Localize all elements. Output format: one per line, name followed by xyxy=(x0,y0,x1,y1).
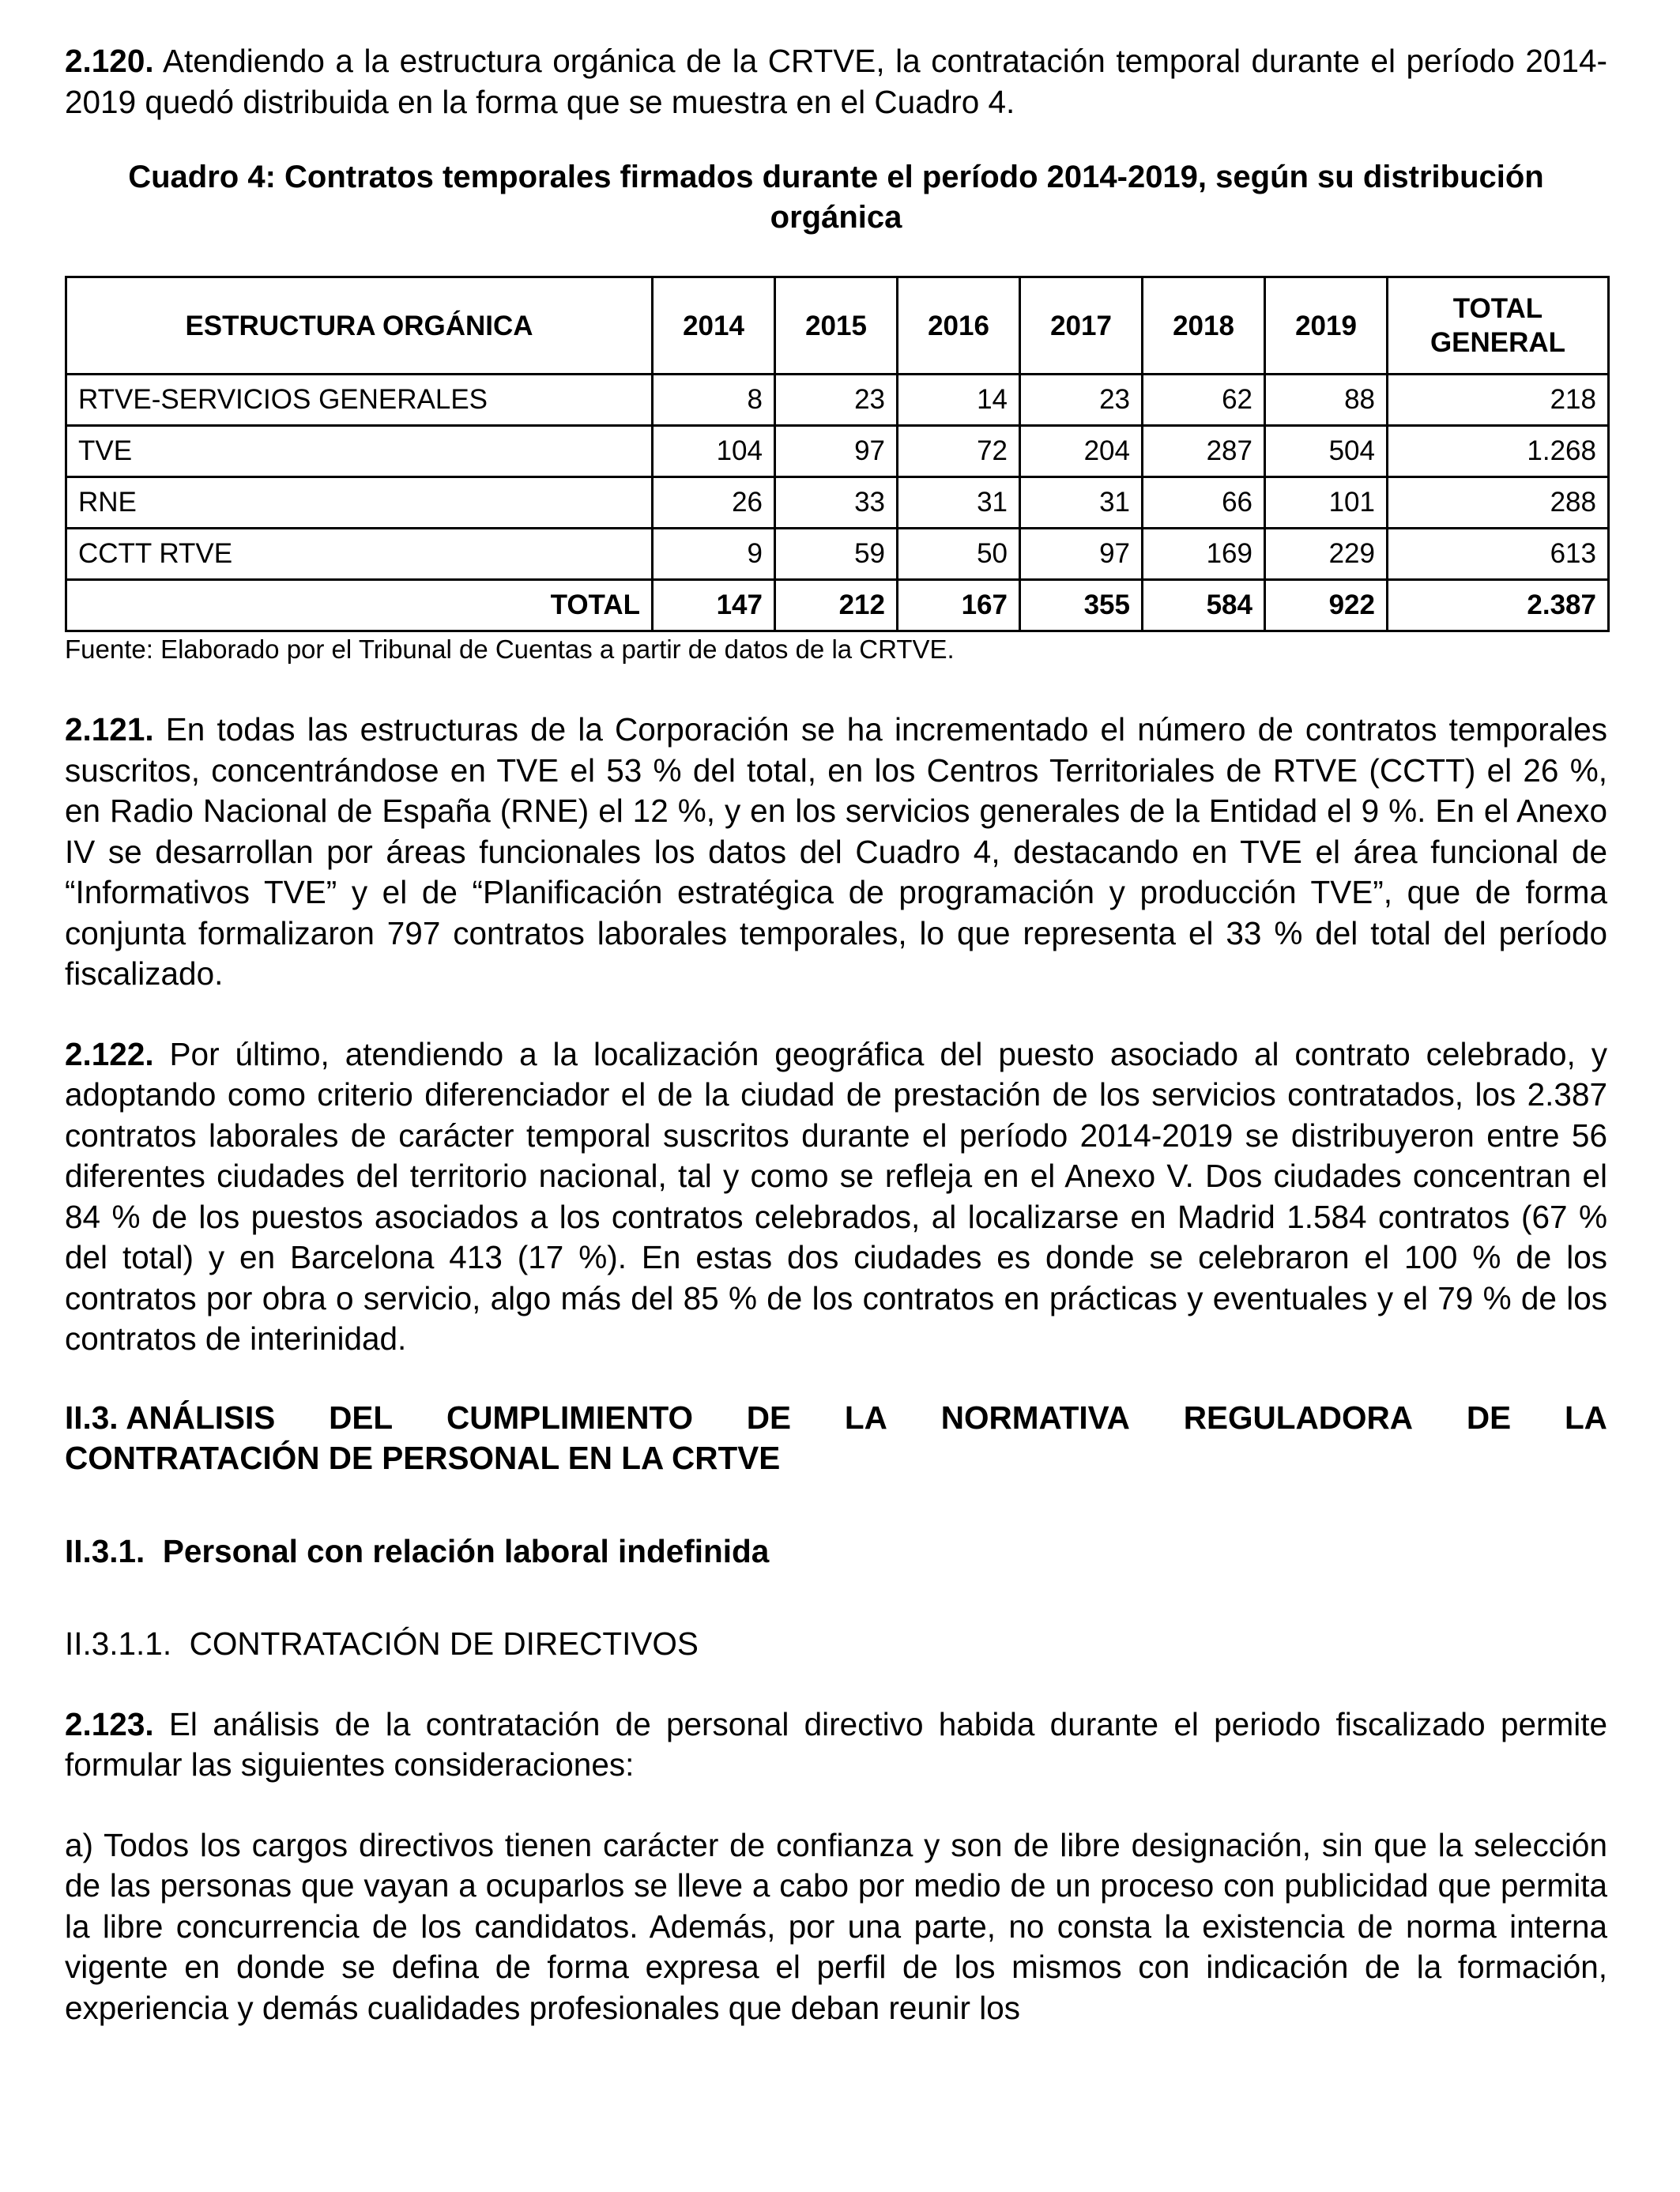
heading-line-2: CONTRATACIÓN DE PERSONAL EN LA CRTVE xyxy=(65,1440,781,1476)
table-cell: 59 xyxy=(775,529,898,580)
table-row xyxy=(66,529,1609,580)
table-cell: 23 xyxy=(1020,375,1143,426)
table-cell: 26 xyxy=(653,477,775,529)
caption-text: : Contratos temporales firmados durante el período 2014-2019, según su distribución orgánica xyxy=(265,160,1544,235)
table-total-row xyxy=(66,580,1609,631)
table-cell: 104 xyxy=(653,426,775,477)
paragraph-2-120 xyxy=(65,41,1607,122)
heading-word: DEL xyxy=(329,1399,394,1436)
table-cell: 50 xyxy=(898,529,1020,580)
table-header-row xyxy=(66,277,1609,375)
paragraph-number: 2.121. xyxy=(65,711,154,748)
table-cell: 1.268 xyxy=(1388,426,1609,477)
paragraph-text: Atendiendo a la estructura orgánica de la CRTVE, la contratación temporal durante el período 2014-2019 quedó distribuida en la forma que se muestra en el Cuadro 4. xyxy=(65,43,1607,120)
section-heading-ii-3 xyxy=(65,1398,1607,1479)
table-cell: 218 xyxy=(1388,375,1609,426)
total-label: TOTAL xyxy=(66,580,653,631)
paragraph-number: 2.123. xyxy=(65,1705,154,1742)
table-cell: 288 xyxy=(1388,477,1609,529)
table-cell: 31 xyxy=(898,477,1020,529)
header-cell: 2017 xyxy=(1020,277,1143,375)
table-row xyxy=(66,375,1609,426)
heading-word: REGULADORA xyxy=(1183,1399,1414,1436)
header-cell: TOTAL GENERAL xyxy=(1388,277,1609,375)
paragraph-item-a: a) Todos los cargos directivos tienen carácter de confianza y son de libre designación, sin que la selección de las personas que vayan a ocuparlos se lleve a cabo por medio de un proceso con publicidad que permita la libre concurrencia de los candidatos. Además, por una parte, no consta la existencia de norma interna vigente en donde se defina de forma expresa el perfil de los mismos con indicación de la formación, experiencia y demás cualidades profesionales que deban reunir los xyxy=(65,1826,1607,2026)
heading-word: LA xyxy=(844,1399,887,1436)
total-cell: 212 xyxy=(775,580,898,631)
table-cell: 9 xyxy=(653,529,775,580)
table-cell: 88 xyxy=(1265,375,1388,426)
paragraph-2-122 xyxy=(65,1034,1607,1360)
table-source-note: Fuente: Elaborado por el Tribunal de Cuentas a partir de datos de la CRTVE. xyxy=(65,635,955,664)
table-cell: 504 xyxy=(1265,426,1388,477)
total-cell: 922 xyxy=(1265,580,1388,631)
table-cell: 33 xyxy=(775,477,898,529)
table-cell: 229 xyxy=(1265,529,1388,580)
paragraph-number: 2.122. xyxy=(65,1035,154,1072)
row-label: RTVE-SERVICIOS GENERALES xyxy=(66,375,653,426)
paragraph-text: Por último, atendiendo a la localización geográfica del puesto asociado al contrato celebrado, y adoptando como criterio diferenciador el de la ciudad de prestación de los servicios contratados, los 2.387 contratos laborales de carácter temporal suscritos durante el período 2014-2019 se distribuyeron entre 56 diferentes ciudades del territorio nacional, tal y como se refleja en el Anexo V. Dos ciudades concentran el 84 % de los puestos asociados a los contratos celebrados, al localizarse en Madrid 1.584 contratos (67 % del total) y en Barcelona 413 (17 %). En estas dos ciudades es donde se celebraron el 100 % de los contratos por obra o servicio, algo más del 85 % de los contratos en prácticas y eventuales y el 79 % de los contratos de interinidad. xyxy=(65,1035,1607,1357)
row-label: TVE xyxy=(66,426,653,477)
document-page xyxy=(65,41,1607,2028)
table-cell: 97 xyxy=(1020,529,1143,580)
table-cell: 72 xyxy=(898,426,1020,477)
heading-word: LA xyxy=(1564,1399,1607,1436)
contracts-table xyxy=(65,276,1610,632)
table-cell: 31 xyxy=(1020,477,1143,529)
table-cell: 287 xyxy=(1143,426,1265,477)
header-cell: 2016 xyxy=(898,277,1020,375)
paragraph-number: 2.120. xyxy=(65,43,154,79)
paragraph-text: El análisis de la contratación de personal directivo habida durante el periodo fiscalizado permite formular las siguientes consideraciones: xyxy=(65,1705,1607,1783)
heading-word: DE xyxy=(1466,1399,1512,1436)
table-cell: 14 xyxy=(898,375,1020,426)
header-cell: ESTRUCTURA ORGÁNICA xyxy=(66,277,653,375)
total-cell: 355 xyxy=(1020,580,1143,631)
table-cell: 8 xyxy=(653,375,775,426)
table-row xyxy=(66,477,1609,529)
table-cell: 169 xyxy=(1143,529,1265,580)
header-cell: 2014 xyxy=(653,277,775,375)
header-cell: 2019 xyxy=(1265,277,1388,375)
table-cell: 66 xyxy=(1143,477,1265,529)
paragraph-2-121 xyxy=(65,710,1607,995)
total-cell: 147 xyxy=(653,580,775,631)
total-cell: 2.387 xyxy=(1388,580,1609,631)
row-label: RNE xyxy=(66,477,653,529)
heading-word: DE xyxy=(746,1399,792,1436)
heading-word: CUMPLIMIENTO xyxy=(446,1399,693,1436)
table-caption xyxy=(65,157,1607,238)
heading-line-1 xyxy=(65,1398,1607,1439)
row-label: CCTT RTVE xyxy=(66,529,653,580)
paragraph-2-123 xyxy=(65,1704,1607,1786)
table-cell: 97 xyxy=(775,426,898,477)
total-cell: 167 xyxy=(898,580,1020,631)
header-cell: 2018 xyxy=(1143,277,1265,375)
table-cell: 62 xyxy=(1143,375,1265,426)
table-row xyxy=(66,426,1609,477)
table-cell: 204 xyxy=(1020,426,1143,477)
caption-lead: Cuadro 4 xyxy=(128,160,266,194)
table-cell: 23 xyxy=(775,375,898,426)
heading-word: NORMATIVA xyxy=(940,1399,1130,1436)
section-heading-ii-3-1-1: II.3.1.1. CONTRATACIÓN DE DIRECTIVOS xyxy=(65,1625,699,1662)
paragraph-text: En todas las estructuras de la Corporación se ha incrementado el número de contratos temporales suscritos, concentrándose en TVE el 53 % del total, en los Centros Territoriales de RTVE (CCTT) el 26 %, en Radio Nacional de España (RNE) el 12 %, y en los servicios generales de la Entidad el 9 %. En el Anexo IV se desarrollan por áreas funcionales los datos del Cuadro 4, destacando en TVE el área funcional de “Informativos TVE” y el de “Planificación estratégica de programación y producción TVE”, que de forma conjunta formalizaron 797 contratos laborales temporales, lo que representa el 33 % del total del período fiscalizado. xyxy=(65,711,1607,992)
total-cell: 584 xyxy=(1143,580,1265,631)
table-cell: 101 xyxy=(1265,477,1388,529)
header-cell: 2015 xyxy=(775,277,898,375)
section-heading-ii-3-1: II.3.1. Personal con relación laboral indefinida xyxy=(65,1532,770,1569)
table-cell: 613 xyxy=(1388,529,1609,580)
heading-word: II.3. ANÁLISIS xyxy=(65,1399,276,1436)
